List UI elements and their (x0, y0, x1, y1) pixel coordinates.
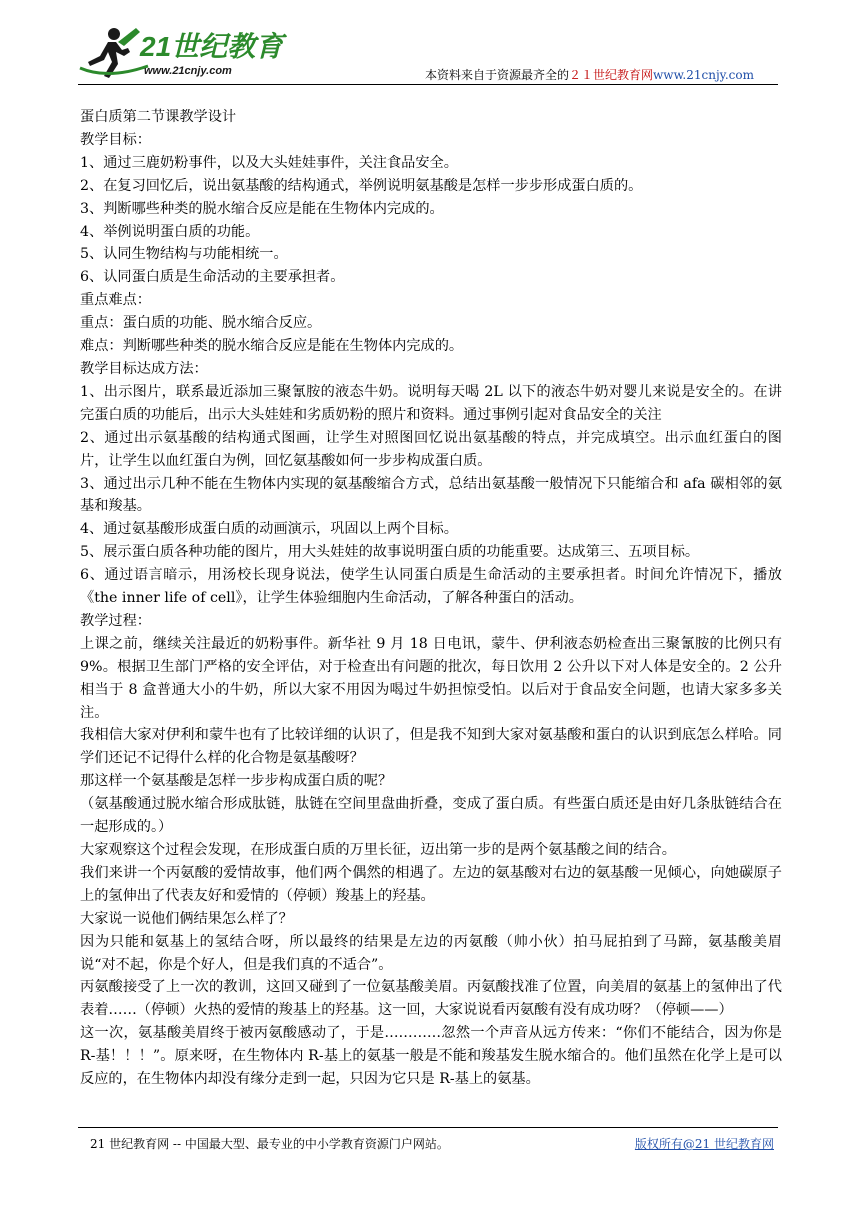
footer-copyright-link[interactable]: 版权所有@21 世纪教育网 (634, 1137, 774, 1151)
paragraph: 4、举例说明蛋白质的功能。 (80, 223, 260, 240)
paragraph: 那这样一个氨基酸是怎样一步步构成蛋白质的呢？ (80, 773, 393, 790)
logo-text: 21世纪教育 (140, 31, 284, 62)
section-heading: 重点难点： (80, 292, 151, 309)
document-body (80, 106, 782, 1091)
paragraph: 1、出示图片，联系最近添加三聚氰胺的液态牛奶。说明每天喝 2L 以下的液态牛奶对婴儿来说是安全的。在讲完蛋白质的功能后，出示大头娃娃和劣质奶粉的照片和资料。通过事例引起对食品安全的关注 (80, 383, 782, 423)
footer-divider (78, 1127, 778, 1128)
running-figure-icon (80, 28, 148, 78)
paragraph: 2、在复习回忆后，说出氨基酸的结构通式，举例说明氨基酸是怎样一步步形成蛋白质的。 (80, 177, 643, 194)
paragraph: 难点：判断哪些种类的脱水缩合反应是能在生物体内完成的。 (80, 338, 464, 355)
document-title: 蛋白质第二节课教学设计 (80, 109, 237, 125)
logo-url: www.21cnjy.com (144, 65, 232, 77)
paragraph: 上课之前，继续关注最近的奶粉事件。新华社 9 月 18 日电讯，蒙牛、伊利液态奶检查出三聚氰胺的比例只有 9%。根据卫生部门严格的安全评估，对于检查出有问题的批次，每日饮用 2 公升以下对人体是安全的。2 公升相当于 8 盒普通大小的牛奶，所以大家不用因为喝过牛奶担惊受怕。以后对于食品安全问题，也请大家多多关注。 (80, 635, 782, 721)
paragraph: 因为只能和氨基上的氢结合呀，所以最终的结果是左边的丙氨酸（帅小伙）拍马屁拍到了马蹄，氨基酸美眉说“对不起，你是个好人，但是我们真的不适合”。 (80, 933, 782, 973)
paragraph: 5、展示蛋白质各种功能的图片，用大头娃娃的故事说明蛋白质的功能重要。达成第三、五项目标。 (80, 544, 700, 561)
paragraph: 大家观察这个过程会发现，在形成蛋白质的万里长征，迈出第一步的是两个氨基酸之间的结合。 (80, 842, 676, 858)
paragraph: 3、通过出示几种不能在生物体内实现的氨基酸缩合方式，总结出氨基酸一般情况下只能缩合和 afa 碳相邻的氨基和羧基。 (80, 475, 782, 515)
section-heading: 教学过程： (80, 612, 151, 629)
page-header (78, 22, 778, 84)
paragraph: 我们来讲一个丙氨酸的爱情故事，他们两个偶然的相遇了。左边的氨基酸对右边的氨基酸一见倾心，向她碳原子上的氢伸出了代表友好和爱情的（停顿）羧基上的羟基。 (80, 864, 782, 904)
paragraph: 重点：蛋白质的功能、脱水缩合反应。 (80, 315, 322, 332)
paragraph: 6、通过语言暗示，用汤校长现身说法，使学生认同蛋白质是生命活动的主要承担者。时间允许情况下，播放《the inner life of cell》，让学生体验细胞内生命活动，了解各种蛋白的活动。 (80, 567, 782, 607)
paragraph: 3、判断哪些种类的脱水缩合反应是能在生物体内完成的。 (80, 200, 444, 217)
header-divider (78, 84, 778, 85)
header-note (425, 66, 754, 83)
paragraph: 1、通过三鹿奶粉事件，以及大头娃娃事件，关注食品安全。 (80, 154, 458, 171)
paragraph: 5、认同生物结构与功能相统一。 (80, 246, 288, 263)
paragraph: 大家说一说他们俩结果怎么样了？ (80, 910, 293, 927)
header-note-url[interactable]: www.21cnjy.com (653, 68, 754, 82)
paragraph: 6、认同蛋白质是生命活动的主要承担者。 (80, 269, 345, 286)
header-note-site: ２１世纪教育网 (569, 68, 654, 82)
paragraph: （氨基酸通过脱水缩合形成肽链，肽链在空间里盘曲折叠，变成了蛋白质。有些蛋白质还是由好几条肽链结合在一起形成的。） (80, 796, 782, 836)
section-heading: 教学目标达成方法： (80, 360, 208, 377)
header-note-prefix: 本资料来自于资源最齐全的 (425, 68, 570, 82)
section-heading: 教学目标： (80, 131, 151, 148)
paragraph: 丙氨酸接受了上一次的教训，这回又碰到了一位氨基酸美眉。丙氨酸找准了位置，向美眉的氨基上的氢伸出了代表着……（停顿）火热的爱情的羧基上的羟基。这一回，大家说说看丙氨酸有没有成功呀？（停顿——） (80, 979, 782, 1019)
paragraph: 2、通过出示氨基酸的结构通式图画，让学生对照图回忆说出氨基酸的特点，并完成填空。出示血红蛋白的图片，让学生以血红蛋白为例，回忆氨基酸如何一步步构成蛋白质。 (80, 429, 782, 469)
paragraph: 4、通过氨基酸形成蛋白质的动画演示，巩固以上两个目标。 (80, 521, 458, 538)
site-logo (78, 22, 298, 82)
paragraph: 这一次，氨基酸美眉终于被丙氨酸感动了，于是…………忽然一个声音从远方传来：“你们不能结合，因为你是 R-基！！！”。原来呀，在生物体内 R-基上的氨基一般是不能和羧基发生脱水缩合的。他们虽然在化学上是可以反应的，在生物体内却没有缘分走到一起，只因为它只是 R-基上的氨基。 (80, 1025, 782, 1088)
paragraph: 我相信大家对伊利和蒙牛也有了比较详细的认识了，但是我不知到大家对氨基酸和蛋白的认识到底怎么样哈。同学们还记不记得什么样的化合物是氨基酸呀？ (80, 727, 782, 767)
footer-text: 21 世纪教育网 -- 中国最大型、最专业的中小学教育资源门户网站。 (90, 1137, 449, 1151)
